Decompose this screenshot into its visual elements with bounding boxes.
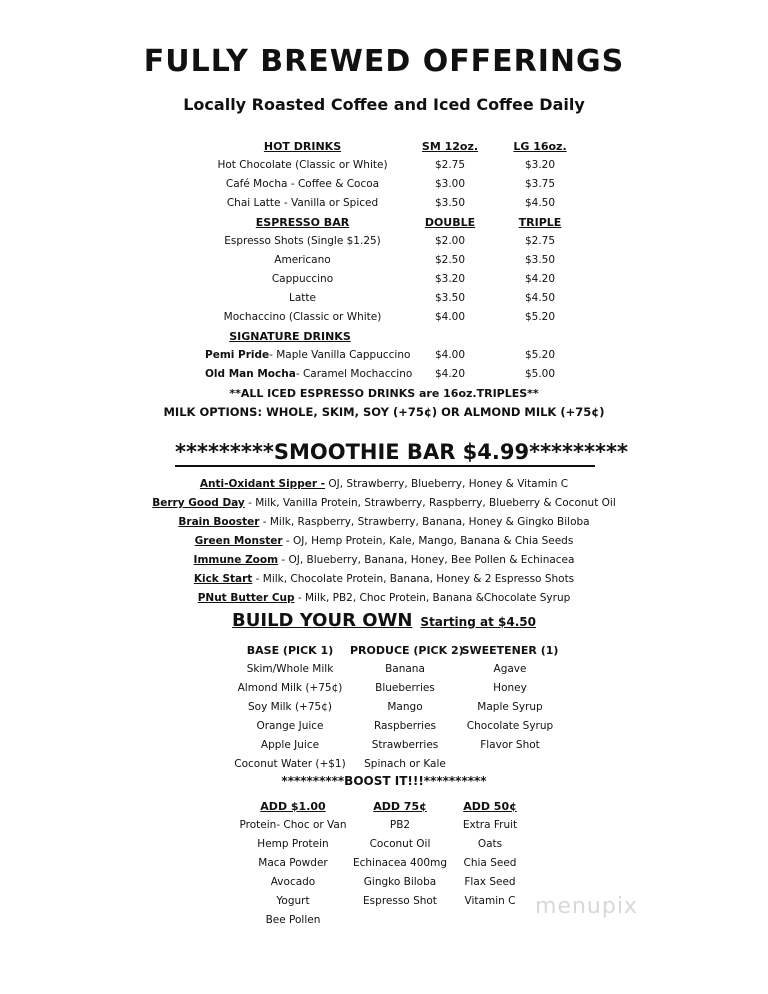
menu-item [0, 292, 768, 310]
build-your-own-header [0, 610, 768, 631]
signature-drinks-heading: SIGNATURE DRINKS [229, 330, 351, 343]
item-name: Latte [289, 292, 316, 304]
item-name: Espresso Shots (Single $1.25) [224, 235, 381, 247]
size-large-heading: LG 16oz. [513, 140, 567, 153]
smoothie-name: Green Monster [194, 535, 283, 547]
smoothie-bar-title: *********SMOOTHIE BAR $4.99********* [175, 440, 595, 467]
item-price-double: $4.20 [434, 368, 466, 380]
boost-option: Gingko Biloba [363, 876, 437, 888]
smoothie-ingredients: - Milk, Raspberry, Strawberry, Banana, Honey & Gingko Biloba [259, 516, 590, 528]
item-price-double: $2.00 [434, 235, 466, 247]
smoothie-item [0, 554, 768, 566]
item-price-triple: $5.00 [524, 368, 556, 380]
item-price-small: $2.75 [434, 159, 466, 171]
smoothie-name: Berry Good Day [152, 497, 245, 509]
item-description: - Maple Vanilla Cappuccino [269, 349, 411, 361]
base-option: Orange Juice [256, 720, 324, 732]
add-1-column [238, 797, 348, 930]
smoothie-ingredients: - Milk, Chocolate Protein, Banana, Honey & 2 Espresso Shots [252, 573, 575, 585]
espresso-bar-heading: ESPRESSO BAR [255, 216, 350, 229]
boost-option: Hemp Protein [257, 838, 329, 850]
base-option: Coconut Water (+$1) [234, 758, 346, 770]
smoothie-item [0, 573, 768, 585]
add-1-heading: ADD $1.00 [260, 800, 326, 813]
base-column [225, 641, 355, 774]
item-price-large: $4.50 [524, 197, 556, 209]
base-option: Skim/Whole Milk [246, 663, 334, 675]
smoothie-name: Immune Zoom [193, 554, 279, 566]
sweetener-option: Chocolate Syrup [466, 720, 554, 732]
item-name-line [205, 349, 435, 361]
sweetener-column [460, 641, 560, 755]
smoothie-name: Kick Start [193, 573, 253, 585]
produce-option: Raspberries [373, 720, 437, 732]
sweetener-heading: SWEETENER (1) [461, 644, 559, 657]
boost-option: Bee Pollen [265, 914, 321, 926]
item-price-triple: $2.75 [524, 235, 556, 247]
item-price-triple: $5.20 [524, 349, 556, 361]
menu-item [0, 349, 768, 367]
menu-item [0, 311, 768, 329]
boost-it-title: **********BOOST IT!!!********** [281, 774, 487, 788]
base-heading: BASE (PICK 1) [246, 644, 334, 657]
boost-option: Flax Seed [464, 876, 516, 888]
smoothie-item [0, 592, 768, 604]
boost-option: Yogurt [276, 895, 310, 907]
boost-option: Coconut Oil [369, 838, 431, 850]
smoothie-item [0, 535, 768, 547]
hot-drinks-header [0, 140, 768, 158]
item-price-double: $4.00 [434, 349, 466, 361]
add-50-heading: ADD 50¢ [463, 800, 517, 813]
boost-option: Chia Seed [463, 857, 517, 869]
iced-drinks-note: **ALL ICED ESPRESSO DRINKS are 16oz.TRIPLES** [229, 387, 539, 400]
item-name: Pemi Pride [205, 349, 270, 361]
item-name: Chai Latte - Vanilla or Spiced [226, 197, 379, 209]
item-price-double: $3.50 [434, 292, 466, 304]
item-name: Cappuccino [271, 273, 334, 285]
smoothie-name: Anti-Oxidant Sipper - [199, 478, 326, 490]
smoothie-name: Brain Booster [178, 516, 260, 528]
boost-option: PB2 [389, 819, 411, 831]
smoothie-item [0, 478, 768, 490]
menu-item [0, 368, 768, 386]
produce-option: Spinach or Kale [364, 758, 446, 770]
item-price-small: $3.00 [434, 178, 466, 190]
produce-column [350, 641, 464, 774]
menu-item [0, 197, 768, 215]
item-price-double: $2.50 [434, 254, 466, 266]
smoothie-item [0, 497, 768, 509]
build-your-own-price: Starting at $4.50 [420, 615, 536, 629]
sweetener-option: Maple Syrup [477, 701, 543, 713]
boost-option: Vitamin C [464, 895, 516, 907]
add-50-column [450, 797, 530, 911]
item-name: Mochaccino (Classic or White) [223, 311, 382, 323]
menu-item [0, 273, 768, 291]
produce-option: Banana [385, 663, 425, 675]
smoothie-ingredients: - Milk, PB2, Choc Protein, Banana &Chocolate Syrup [294, 592, 571, 604]
boost-option: Oats [477, 838, 503, 850]
produce-option: Strawberries [371, 739, 439, 751]
smoothie-name: PNut Butter Cup [197, 592, 295, 604]
produce-heading: PRODUCE (PICK 2) [350, 644, 464, 657]
size-small-heading: SM 12oz. [421, 140, 479, 153]
sweetener-option: Agave [493, 663, 527, 675]
item-description: - Caramel Mochaccino [295, 368, 413, 380]
boost-option: Espresso Shot [363, 895, 437, 907]
hot-drinks-heading: HOT DRINKS [263, 140, 342, 153]
item-name: Old Man Mocha [205, 368, 296, 380]
boost-option: Echinacea 400mg [352, 857, 447, 869]
menu-item [0, 159, 768, 177]
triple-heading: TRIPLE [518, 216, 562, 229]
signature-drinks-header [0, 330, 768, 348]
menu-item [0, 235, 768, 253]
sweetener-option: Honey [493, 682, 527, 694]
add-75-heading: ADD 75¢ [373, 800, 427, 813]
base-option: Apple Juice [260, 739, 320, 751]
item-price-double: $4.00 [434, 311, 466, 323]
item-name: Hot Chocolate (Classic or White) [217, 159, 388, 171]
produce-option: Mango [387, 701, 423, 713]
sweetener-option: Flavor Shot [480, 739, 540, 751]
smoothie-ingredients: OJ, Strawberry, Blueberry, Honey & Vitamin C [325, 478, 569, 490]
build-your-own-title: BUILD YOUR OWN [232, 610, 413, 631]
item-price-triple: $5.20 [524, 311, 556, 323]
item-price-large: $3.20 [524, 159, 556, 171]
smoothie-item [0, 516, 768, 528]
item-name: Café Mocha - Coffee & Cocoa [225, 178, 380, 190]
double-heading: DOUBLE [424, 216, 476, 229]
item-price-double: $3.20 [434, 273, 466, 285]
smoothie-ingredients: - Milk, Vanilla Protein, Strawberry, Raspberry, Blueberry & Coconut Oil [244, 497, 616, 509]
smoothie-ingredients: - OJ, Blueberry, Banana, Honey, Bee Pollen & Echinacea [278, 554, 575, 566]
item-price-triple: $4.20 [524, 273, 556, 285]
base-option: Soy Milk (+75¢) [248, 701, 332, 713]
espresso-bar-header [0, 216, 768, 234]
smoothie-ingredients: - OJ, Hemp Protein, Kale, Mango, Banana & Chia Seeds [282, 535, 574, 547]
item-price-small: $3.50 [434, 197, 466, 209]
boost-option: Avocado [270, 876, 316, 888]
menu-subtitle: Locally Roasted Coffee and Iced Coffee Daily [183, 95, 585, 114]
item-name-line [205, 368, 435, 380]
produce-option: Blueberries [375, 682, 435, 694]
menu-title: FULLY BREWED OFFERINGS [143, 44, 625, 79]
menu-item [0, 178, 768, 196]
boost-option: Protein- Choc or Van [239, 819, 347, 831]
boost-option: Extra Fruit [462, 819, 518, 831]
item-price-large: $3.75 [524, 178, 556, 190]
item-price-triple: $4.50 [524, 292, 556, 304]
base-option: Almond Milk (+75¢) [237, 682, 343, 694]
menu-item [0, 254, 768, 272]
add-75-column [350, 797, 450, 911]
milk-options-note: MILK OPTIONS: WHOLE, SKIM, SOY (+75¢) OR ALMOND MILK (+75¢) [163, 405, 605, 419]
item-price-triple: $3.50 [524, 254, 556, 266]
watermark-logo: menupix [535, 894, 638, 919]
boost-option: Maca Powder [258, 857, 328, 869]
item-name: Americano [274, 254, 331, 266]
